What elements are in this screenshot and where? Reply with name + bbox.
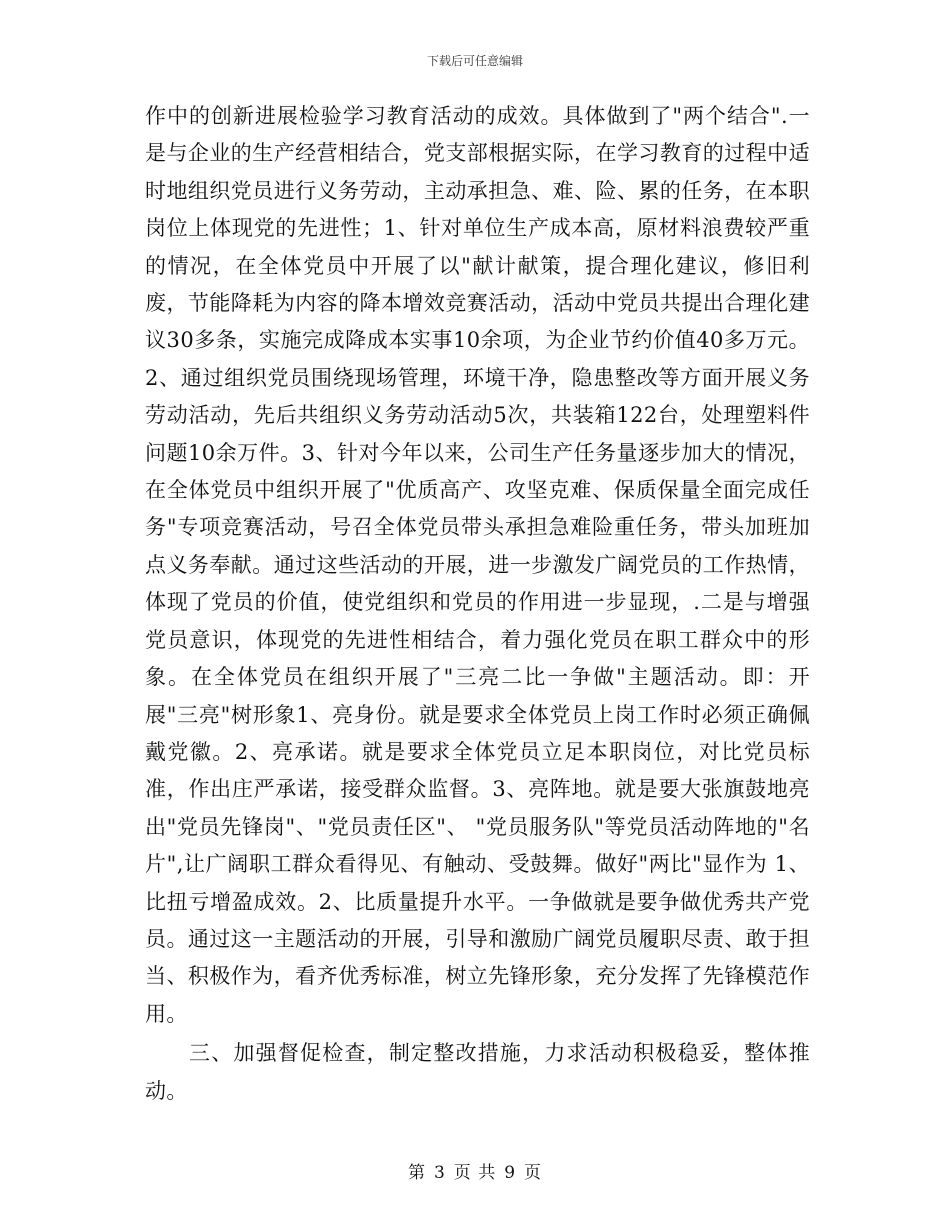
body-paragraph-1: 作中的创新进展检验学习教育活动的成效。具体做到了"两个结合".一是与企业的生产经营相结合，党支部根据实际，在学习教育的过程中适时地组织党员进行义务劳动，主动承担急、难、险、累的任务，在本职岗位上体现党的先进性；1、针对单位生产成本高，原材料浪费较严重的情况，在全体党员中开展了以"献计献策，提合理化建议，修旧利废，节能降耗为内容的降本增效竞赛活动，活动中党员共提出合理化建议30多条，实施完成降成本实事10余项，为企业节约价值40多万元。2、通过组织党员围绕现场管理，环境干净，隐患整改等方面开展义务劳动活动，先后共组织义务劳动活动5次，共装箱122台，处理塑料件问题10余万件。3、针对今年以来，公司生产任务量逐步加大的情况，在全体党员中组织开展了"优质高产、攻坚克难、保质保量全面完成任务"专项竞赛活动，号召全体党员带头承担急难险重任务，带头加班加点义务奉献。通过这些活动的开展，进一步激发广阔党员的工作热情，体现了党员的价值，使党组织和党员的作用进一步显现，.二是与增强党员意识，体现党的先进性相结合，着力强化党员在职工群众中的形象。在全体党员在组织开展了"三亮二比一争做"主题活动。即：开展"三亮"树形象1、亮身份。就是要求全体党员上岗工作时必须正确佩戴党徽。2、亮承诺。就是要求全体党员立足本职岗位，对比党员标准，作出庄严承诺，接受群众监督。3、亮阵地。就是要大张旗鼓地亮出"党员先锋岗"、"党员责任区"、 "党员服务队"等党员活动阵地的"名片",让广阔职工群众看得见、有触动、受鼓舞。做好"两比"显作为 1、比扭亏增盈成效。2、比质量提升水平。一争做就是要争做优秀共产党员。通过这一主题活动的开展，引导和激励广阔党员履职尽责、敢于担当、积极作为，看齐优秀标准，树立先锋形象，充分发挥了先锋模范作用。 [145,104,810,1026]
footer-middle: 页 共 [453,1163,497,1183]
footer-total-pages: 9 [504,1163,517,1183]
footer-page-number: 3 [433,1163,446,1183]
body-paragraph-2: 三、加强督促检查，制定整改措施，力求活动积极稳妥，整体推动。 [145,1041,810,1103]
document-body [145,98,810,1110]
page-header: 下载后可任意编辑 [426,54,523,68]
page-footer [0,1158,950,1183]
footer-suffix: 页 [524,1163,543,1183]
footer-prefix: 第 [407,1163,426,1183]
